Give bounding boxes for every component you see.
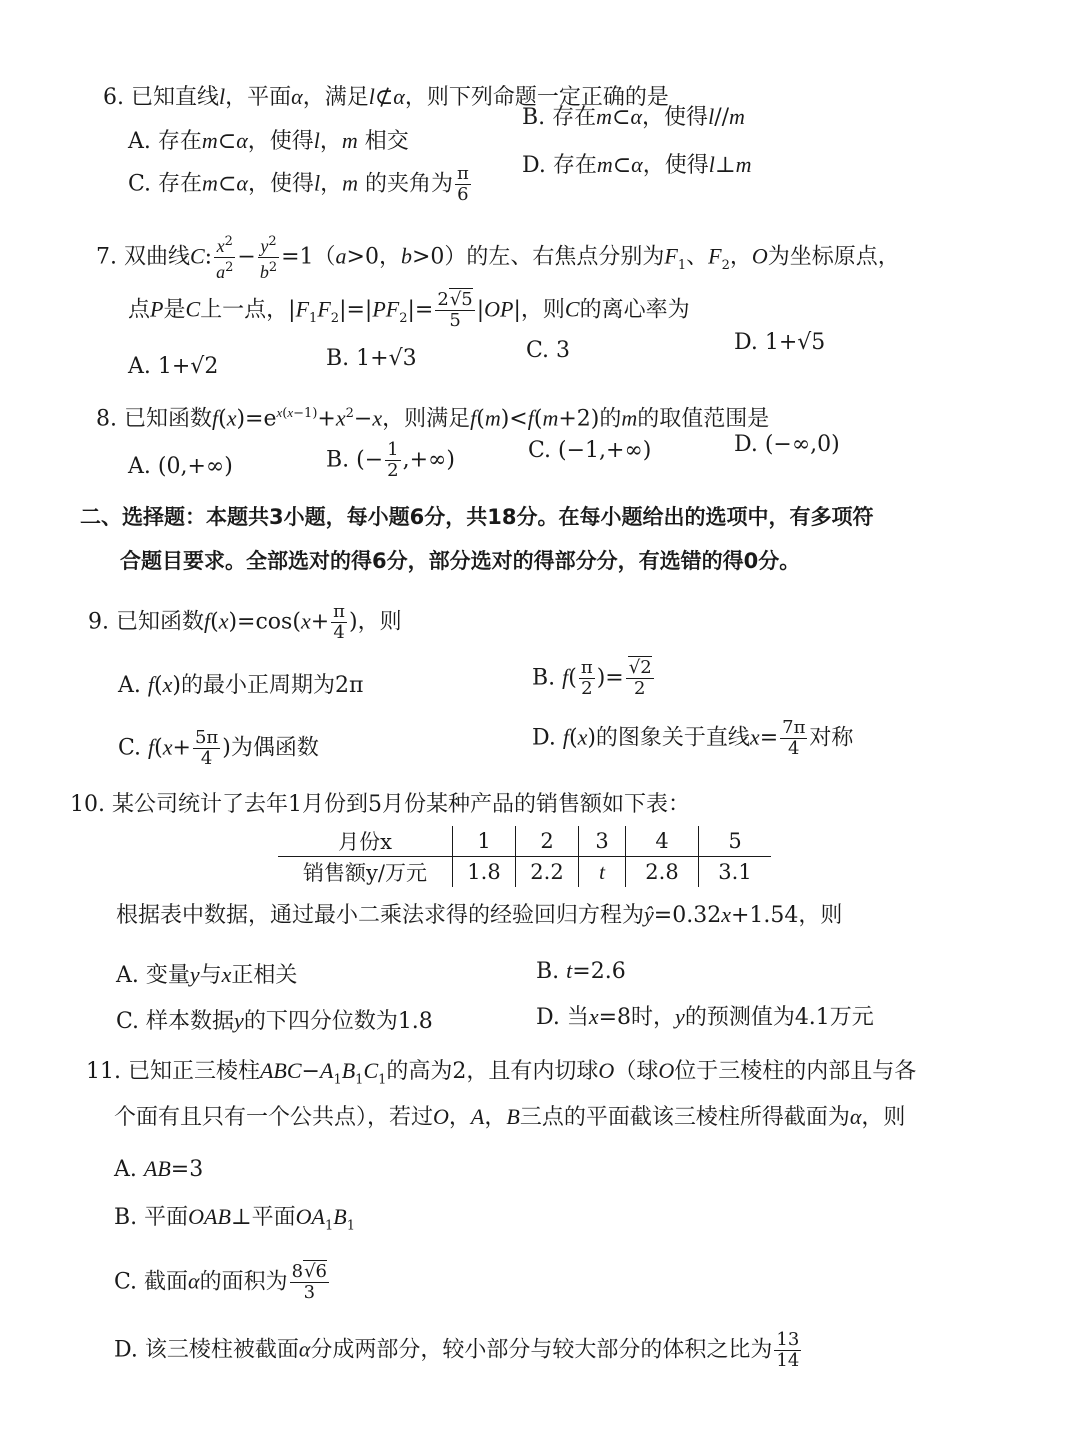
table-cell: 1 bbox=[453, 826, 516, 857]
table-cell: 3.1 bbox=[699, 857, 772, 888]
table-header-month: 月份x bbox=[278, 826, 453, 857]
q10-stem2: 根据表中数据，通过最小二乘法求得的经验回归方程为ŷ=0.32x+1.54，则 bbox=[116, 902, 843, 928]
q9-option-a: A. f(x)的最小正周期为2π bbox=[118, 672, 364, 698]
q7-stem2: 点P是C上一点，$|F_1F_2|=|PF_2|=$ $\frac{2√5}{5}$ |OP|，则C的离心率为 bbox=[128, 289, 690, 331]
q10-option-a: A. 变量y与x正相关 bbox=[116, 962, 298, 988]
q11-option-a: A. AB=3 bbox=[114, 1156, 204, 1182]
q8-option-a: A. (0,+∞) bbox=[128, 454, 233, 479]
q9-option-b: B. f( $\frac{\pi}{2}$ )= $\frac{√2}{2}$ bbox=[532, 657, 652, 699]
q11-stem: 11. 已知正三棱柱$ABC-A_1B_1C_1$的高为2，且有内切球O（球O位于三棱柱的内部且与各 bbox=[86, 1058, 917, 1088]
q6-option-a: A. 存在m⊂α，使得l，m 相交 bbox=[128, 128, 409, 154]
q8-option-d: D. (−∞,0) bbox=[734, 432, 840, 457]
q8-stem: 8. 已知函数$f(x)=e^{x(x-1)}+x^2-x$，则满足f(m)<f(m+2)的m的取值范围是 bbox=[96, 405, 770, 432]
q11-option-c: C. 截面α的面积为 $\frac{8√6}{3}$ bbox=[114, 1261, 327, 1303]
table-cell-t: t bbox=[599, 859, 605, 884]
q7-option-d: D. 1+√5 bbox=[734, 330, 826, 355]
q9-option-d: D. f(x)的图象关于直线x= $\frac{7\pi}{4}$ 对称 bbox=[532, 717, 854, 759]
q8-option-b: B. (− $\frac{1}{2}$ ,+∞) bbox=[326, 439, 455, 481]
section2-line2: 合题目要求。全部选对的得6分，部分选对的得部分分，有选错的得0分。 bbox=[120, 549, 801, 573]
q7-stem: 7. 双曲线C: $\frac{x^2}{a^2}$ − $\frac{y^2}{b^2}$ =1（a>0，b>0）的左、右焦点分别为$F_1$、$F_2$，O为坐标原点， bbox=[96, 234, 900, 282]
q7-option-c: C. 3 bbox=[526, 338, 571, 363]
sales-table bbox=[278, 826, 771, 887]
section2-line1: 二、选择题：本题共3小题，每小题6分，共18分。在每小题给出的选项中，有多项符 bbox=[80, 505, 874, 529]
q10-option-d: D. 当x=8时，y的预测值为4.1万元 bbox=[536, 1004, 874, 1030]
q10-option-b: B. t=2.6 bbox=[536, 958, 626, 984]
table-cell: 2.2 bbox=[516, 857, 579, 888]
q7-option-b: B. 1+√3 bbox=[326, 346, 417, 371]
table-cell: 3 bbox=[579, 826, 626, 857]
q7-option-a: A. 1+√2 bbox=[128, 354, 219, 379]
q11-stem2: 个面有且只有一个公共点），若过O，A，B三点的平面截该三棱柱所得截面为α，则 bbox=[114, 1104, 906, 1130]
table-cell: 4 bbox=[626, 826, 699, 857]
table-cell: 5 bbox=[699, 826, 772, 857]
q10-stem: 10. 某公司统计了去年1月份到5月份某种产品的销售额如下表： bbox=[70, 792, 690, 817]
q9-stem: 9. 已知函数f(x)=cos(x+ $\frac{\pi}{4}$ )，则 bbox=[88, 601, 402, 643]
table-cell: 2.8 bbox=[626, 857, 699, 888]
q6-stem: 6. 已知直线l，平面α，满足l⊄α，则下列命题一定正确的是 bbox=[103, 84, 669, 110]
q11-option-b: B. 平面OAB⊥平面$OA_1B_1$ bbox=[114, 1204, 355, 1234]
table-cell: 1.8 bbox=[453, 857, 516, 888]
table-cell bbox=[579, 857, 626, 888]
q11-option-d: D. 该三棱柱被截面α分成两部分，较小部分与较大部分的体积之比为 $\frac{13}{14}$ bbox=[114, 1329, 800, 1371]
q6-option-d: D. 存在m⊂α，使得l⊥m bbox=[522, 152, 752, 178]
table-header-sales: 销售额y/万元 bbox=[303, 861, 427, 885]
q6-option-c: C. 存在m⊂α，使得l，m 的夹角为 $\frac{\pi}{6}$ bbox=[128, 163, 469, 205]
table-cell: 2 bbox=[516, 826, 579, 857]
q8-option-c: C. (−1,+∞) bbox=[528, 438, 652, 463]
q9-option-c: C. f(x+ $\frac{5\pi}{4}$ )为偶函数 bbox=[118, 727, 319, 769]
q6-option-b: B. 存在m⊂α，使得l//m bbox=[522, 104, 745, 130]
q10-option-c: C. 样本数据y的下四分位数为1.8 bbox=[116, 1008, 433, 1034]
